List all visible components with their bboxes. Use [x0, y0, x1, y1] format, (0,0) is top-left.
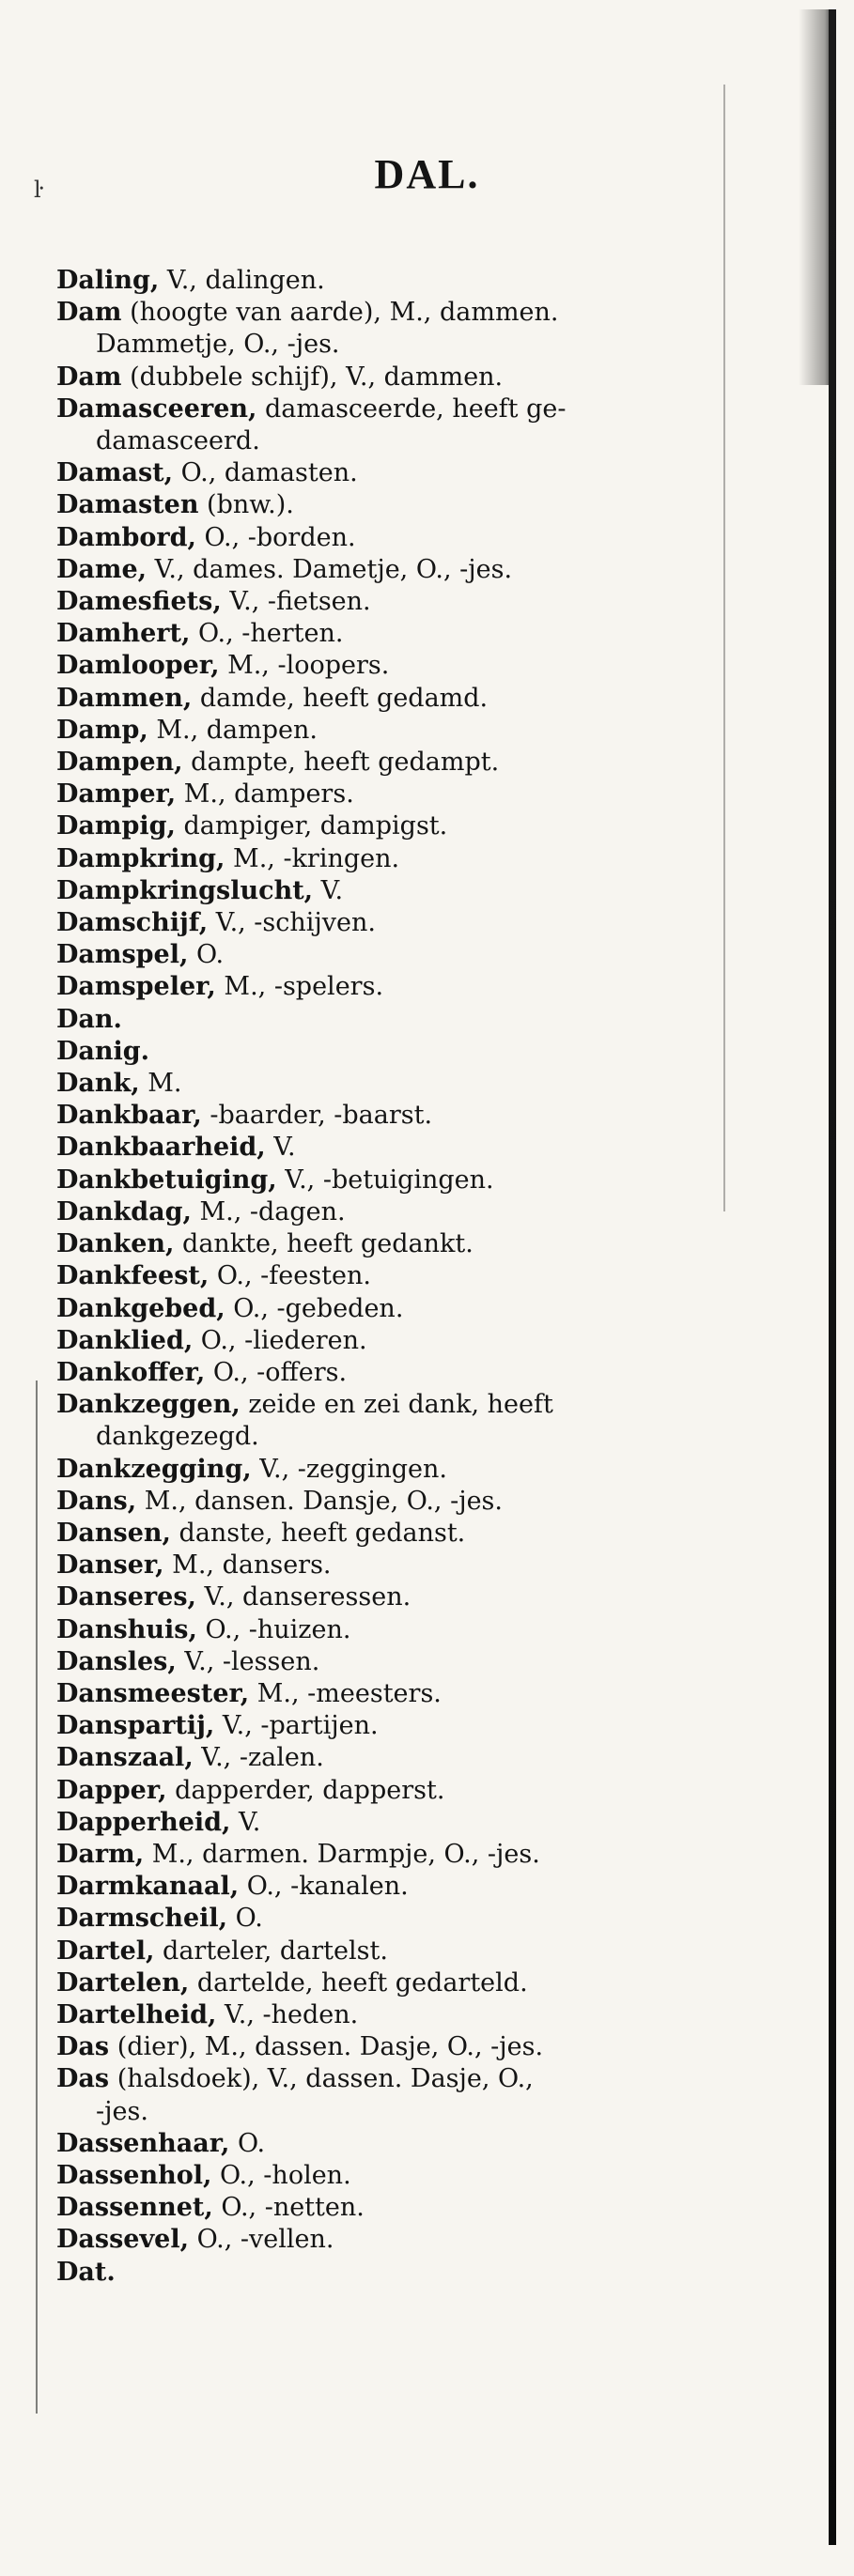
entry-headword: Damast, — [56, 458, 174, 488]
entry-headword: Dansen, — [56, 1518, 171, 1548]
entry-definition: O., -netten. — [212, 2193, 365, 2223]
dictionary-entry — [56, 683, 770, 715]
entry-definition: M., dampers. — [176, 779, 354, 810]
entry-definition: zeide en zei dank, heeft — [240, 1390, 553, 1420]
entry-headword: Danszaal, — [56, 1743, 194, 1773]
dictionary-entry — [56, 1936, 770, 1967]
entry-definition: O., -feesten. — [209, 1261, 371, 1291]
entry-definition: O. — [227, 1904, 263, 1934]
entry-continuation: damasceerd. — [96, 426, 260, 456]
entry-definition: M., -dagen. — [191, 1196, 346, 1226]
dictionary-entry — [56, 618, 770, 650]
entry-definition: M., -kringen. — [225, 843, 400, 873]
entry-headword: Dankbaarheid, — [56, 1133, 266, 1163]
dictionary-entry — [56, 297, 770, 361]
entry-headword: Damhert, — [56, 619, 191, 649]
dictionary-entry — [56, 1839, 770, 1871]
dictionary-entry — [56, 2128, 770, 2160]
entry-headword: Dam — [56, 298, 122, 328]
entry-definition: O., -borden. — [195, 522, 356, 552]
entry-headword: Dam — [56, 362, 122, 392]
dictionary-entry — [56, 650, 770, 682]
entry-definition: V., -partijen. — [214, 1711, 379, 1741]
dictionary-entry — [56, 1165, 770, 1196]
dictionary-entry — [56, 1903, 770, 1935]
dictionary-entry — [56, 1742, 770, 1774]
entry-headword: Dans, — [56, 1486, 137, 1516]
entry-headword: Damesfiets, — [56, 587, 222, 617]
dictionary-entry — [56, 1132, 770, 1164]
entry-headword: Danig. — [56, 1036, 150, 1066]
entry-headword: Dan. — [56, 1004, 122, 1034]
page-header: DAL. — [374, 151, 480, 197]
entry-headword: Dankzegging, — [56, 1454, 252, 1484]
entry-headword: Damp, — [56, 715, 148, 745]
dictionary-entry — [56, 971, 770, 1003]
dictionary-entry — [56, 1807, 770, 1839]
entry-headword: Dartel, — [56, 1936, 155, 1966]
entry-headword: Dankbetuiging, — [56, 1165, 277, 1195]
dictionary-entry — [56, 1678, 770, 1710]
dictionary-entry — [56, 779, 770, 810]
dictionary-entry — [56, 489, 770, 521]
entry-headword: Daling, — [56, 266, 160, 295]
entry-definition: (halsdoek), V., dassen. Dasje, O., — [109, 2064, 534, 2094]
entry-headword: Dassenhol, — [56, 2160, 212, 2190]
entry-headword: Das — [56, 2032, 110, 2062]
entry-definition: dapperder, dapperst. — [166, 1775, 445, 1805]
entry-headword: Dassevel, — [56, 2225, 190, 2255]
entry-headword: Dankbaar, — [56, 1101, 202, 1131]
dictionary-entry — [56, 1999, 770, 2031]
entry-headword: Dansmeester, — [56, 1678, 250, 1708]
entry-definition: darteler, dartelst. — [154, 1936, 388, 1966]
entry-definition: V., dames. Dametje, O., -jes. — [147, 554, 513, 584]
entry-definition: V. — [265, 1133, 296, 1163]
entry-definition: V., -fietsen. — [221, 587, 371, 617]
entry-definition: M., darmen. Darmpje, O., -jes. — [144, 1839, 540, 1869]
dictionary-entry — [56, 265, 770, 297]
entry-definition: O., -offers. — [205, 1357, 348, 1387]
entry-headword: Damspeler, — [56, 972, 216, 1002]
entry-definition: O., -huizen. — [196, 1614, 351, 1644]
entry-definition: V. — [230, 1807, 261, 1837]
entry-definition: M., dansen. Dansje, O., -jes. — [136, 1486, 503, 1516]
entry-definition: damde, heeft gedamd. — [192, 683, 489, 713]
entry-list — [56, 265, 770, 2289]
entry-definition: O., damasten. — [173, 458, 358, 488]
entry-headword: Damasten — [56, 490, 199, 520]
dictionary-entry — [56, 2031, 770, 2063]
entry-definition: V., -zalen. — [193, 1743, 324, 1773]
entry-definition: O. — [229, 2128, 266, 2158]
dictionary-entry — [56, 1357, 770, 1389]
entry-definition: dankte, heeft gedankt. — [174, 1229, 474, 1259]
entry-headword: Dampen, — [56, 748, 183, 778]
entry-headword: Dammen, — [56, 683, 193, 713]
entry-headword: Darmkanaal, — [56, 1872, 240, 1902]
entry-definition: V., danseressen. — [195, 1582, 411, 1612]
entry-headword: Danken, — [56, 1229, 175, 1259]
margin-rule — [36, 1381, 38, 2414]
dictionary-entry — [56, 1293, 770, 1325]
dictionary-entry — [56, 457, 770, 489]
dictionary-entry — [56, 939, 770, 971]
entry-headword: Dankfeest, — [56, 1261, 210, 1291]
entry-headword: Dankoffer, — [56, 1357, 206, 1387]
entry-definition: O. — [188, 940, 225, 970]
entry-headword: Dansles, — [56, 1646, 177, 1676]
entry-definition: (dier), M., dassen. Dasje, O., -jes. — [109, 2032, 544, 2062]
dictionary-entry — [56, 1967, 770, 1999]
entry-headword: Danspartij, — [56, 1711, 215, 1741]
entry-definition: V., -heden. — [216, 1999, 359, 2029]
entry-headword: Dankdag, — [56, 1196, 192, 1226]
entry-headword: Dassennet, — [56, 2193, 213, 2223]
entry-definition: V., -schijven. — [208, 908, 377, 938]
entry-headword: Das — [56, 2064, 110, 2094]
margin-mark: ŀ — [34, 177, 41, 203]
scan-edge — [829, 9, 836, 2545]
dictionary-entry — [56, 1518, 770, 1550]
entry-definition: O., -herten. — [190, 619, 344, 649]
entry-continuation: dankgezegd. — [96, 1422, 259, 1452]
dictionary-entry — [56, 1100, 770, 1132]
dictionary-entry — [56, 1454, 770, 1486]
dictionary-entry — [56, 1389, 770, 1453]
entry-definition: V., dalingen. — [159, 266, 325, 295]
entry-definition: O., -kanalen. — [239, 1872, 409, 1902]
dictionary-entry — [56, 1196, 770, 1228]
entry-headword: Dat. — [56, 2257, 116, 2287]
entry-definition: M., dansers. — [163, 1550, 332, 1581]
dictionary-entry — [56, 554, 770, 586]
entry-definition: dampte, heeft gedampt. — [182, 748, 500, 778]
entry-headword: Danser, — [56, 1550, 164, 1581]
entry-definition: M., -loopers. — [219, 651, 390, 681]
entry-continuation: Dammetje, O., -jes. — [96, 330, 340, 360]
dictionary-entry — [56, 1871, 770, 1903]
entry-definition: dampiger, dampigst. — [175, 811, 448, 841]
dictionary-entry — [56, 2224, 770, 2256]
entry-headword: Dankgebed, — [56, 1293, 225, 1323]
dictionary-entry — [56, 715, 770, 747]
dictionary-entry — [56, 1004, 770, 1036]
entry-headword: Darmscheil, — [56, 1904, 228, 1934]
entry-headword: Dapperheid, — [56, 1807, 231, 1837]
entry-definition: O., -holen. — [211, 2160, 351, 2190]
entry-definition: V. — [313, 875, 344, 905]
entry-definition: O., -vellen. — [189, 2225, 334, 2255]
dictionary-entry — [56, 747, 770, 779]
entry-headword: Damlooper, — [56, 651, 220, 681]
entry-headword: Danklied, — [56, 1325, 194, 1355]
entry-definition: dartelde, heeft gedarteld. — [189, 1967, 528, 1998]
dictionary-entry — [56, 522, 770, 554]
entry-definition: V., -betuigingen. — [276, 1165, 494, 1195]
entry-definition: (hoogte van aarde), M., dammen. — [121, 298, 559, 328]
entry-headword: Dame, — [56, 554, 148, 584]
entry-headword: Dassenhaar, — [56, 2128, 230, 2158]
dictionary-entry — [56, 875, 770, 907]
dictionary-entry — [56, 362, 770, 393]
dictionary-entry — [56, 1581, 770, 1613]
entry-definition: M., dampen. — [148, 715, 318, 745]
entry-headword: Dapper, — [56, 1775, 167, 1805]
entry-definition: danste, heeft gedanst. — [170, 1518, 466, 1548]
entry-definition: M. — [139, 1069, 182, 1099]
entry-headword: Danshuis, — [56, 1614, 197, 1644]
dictionary-entry — [56, 2192, 770, 2224]
dictionary-entry — [56, 1646, 770, 1678]
entry-definition: M., -meesters. — [249, 1678, 442, 1708]
entry-headword: Darm, — [56, 1839, 145, 1869]
dictionary-entry — [56, 1710, 770, 1742]
dictionary-entry — [56, 1550, 770, 1581]
entry-headword: Dampkring, — [56, 843, 225, 873]
entry-definition: O., -gebeden. — [225, 1293, 404, 1323]
entry-definition: O., -liederen. — [193, 1325, 367, 1355]
dictionary-entry — [56, 2257, 770, 2289]
dictionary-entry — [56, 810, 770, 842]
entry-headword: Damasceeren, — [56, 393, 257, 424]
entry-headword: Damper, — [56, 779, 177, 810]
entry-headword: Damschijf, — [56, 908, 209, 938]
entry-definition: -baarder, -baarst. — [201, 1101, 433, 1131]
entry-continuation: -jes. — [96, 2096, 148, 2126]
entry-definition: V., -zeggingen. — [251, 1454, 447, 1484]
entry-headword: Dartelheid, — [56, 1999, 217, 2029]
entry-headword: Damspel, — [56, 940, 189, 970]
dictionary-entry — [56, 1325, 770, 1357]
entry-definition: V., -lessen. — [176, 1646, 320, 1676]
dictionary-entry — [56, 1486, 770, 1518]
dictionary-entry — [56, 1228, 770, 1260]
dictionary-entry — [56, 2063, 770, 2127]
dictionary-entry — [56, 1260, 770, 1292]
dictionary-entry — [56, 1036, 770, 1068]
entry-headword: Dank, — [56, 1069, 140, 1099]
entry-definition: (dubbele schijf), V., dammen. — [121, 362, 504, 392]
entry-headword: Dartelen, — [56, 1967, 190, 1998]
dictionary-entry — [56, 843, 770, 875]
entry-headword: Dambord, — [56, 522, 196, 552]
dictionary-entry — [56, 1068, 770, 1100]
entry-definition: damasceerde, heeft ge- — [256, 393, 567, 424]
entry-definition: M., -spelers. — [215, 972, 384, 1002]
dictionary-entry — [56, 907, 770, 939]
entry-headword: Dampig, — [56, 811, 176, 841]
entry-definition: (bnw.). — [198, 490, 294, 520]
entry-headword: Dankzeggen, — [56, 1390, 241, 1420]
entry-headword: Danseres, — [56, 1582, 196, 1612]
dictionary-entry — [56, 586, 770, 618]
dictionary-entry — [56, 1775, 770, 1807]
dictionary-entry — [56, 393, 770, 457]
dictionary-entry — [56, 1614, 770, 1646]
dictionary-entry — [56, 2160, 770, 2192]
entry-headword: Dampkringslucht, — [56, 875, 314, 905]
